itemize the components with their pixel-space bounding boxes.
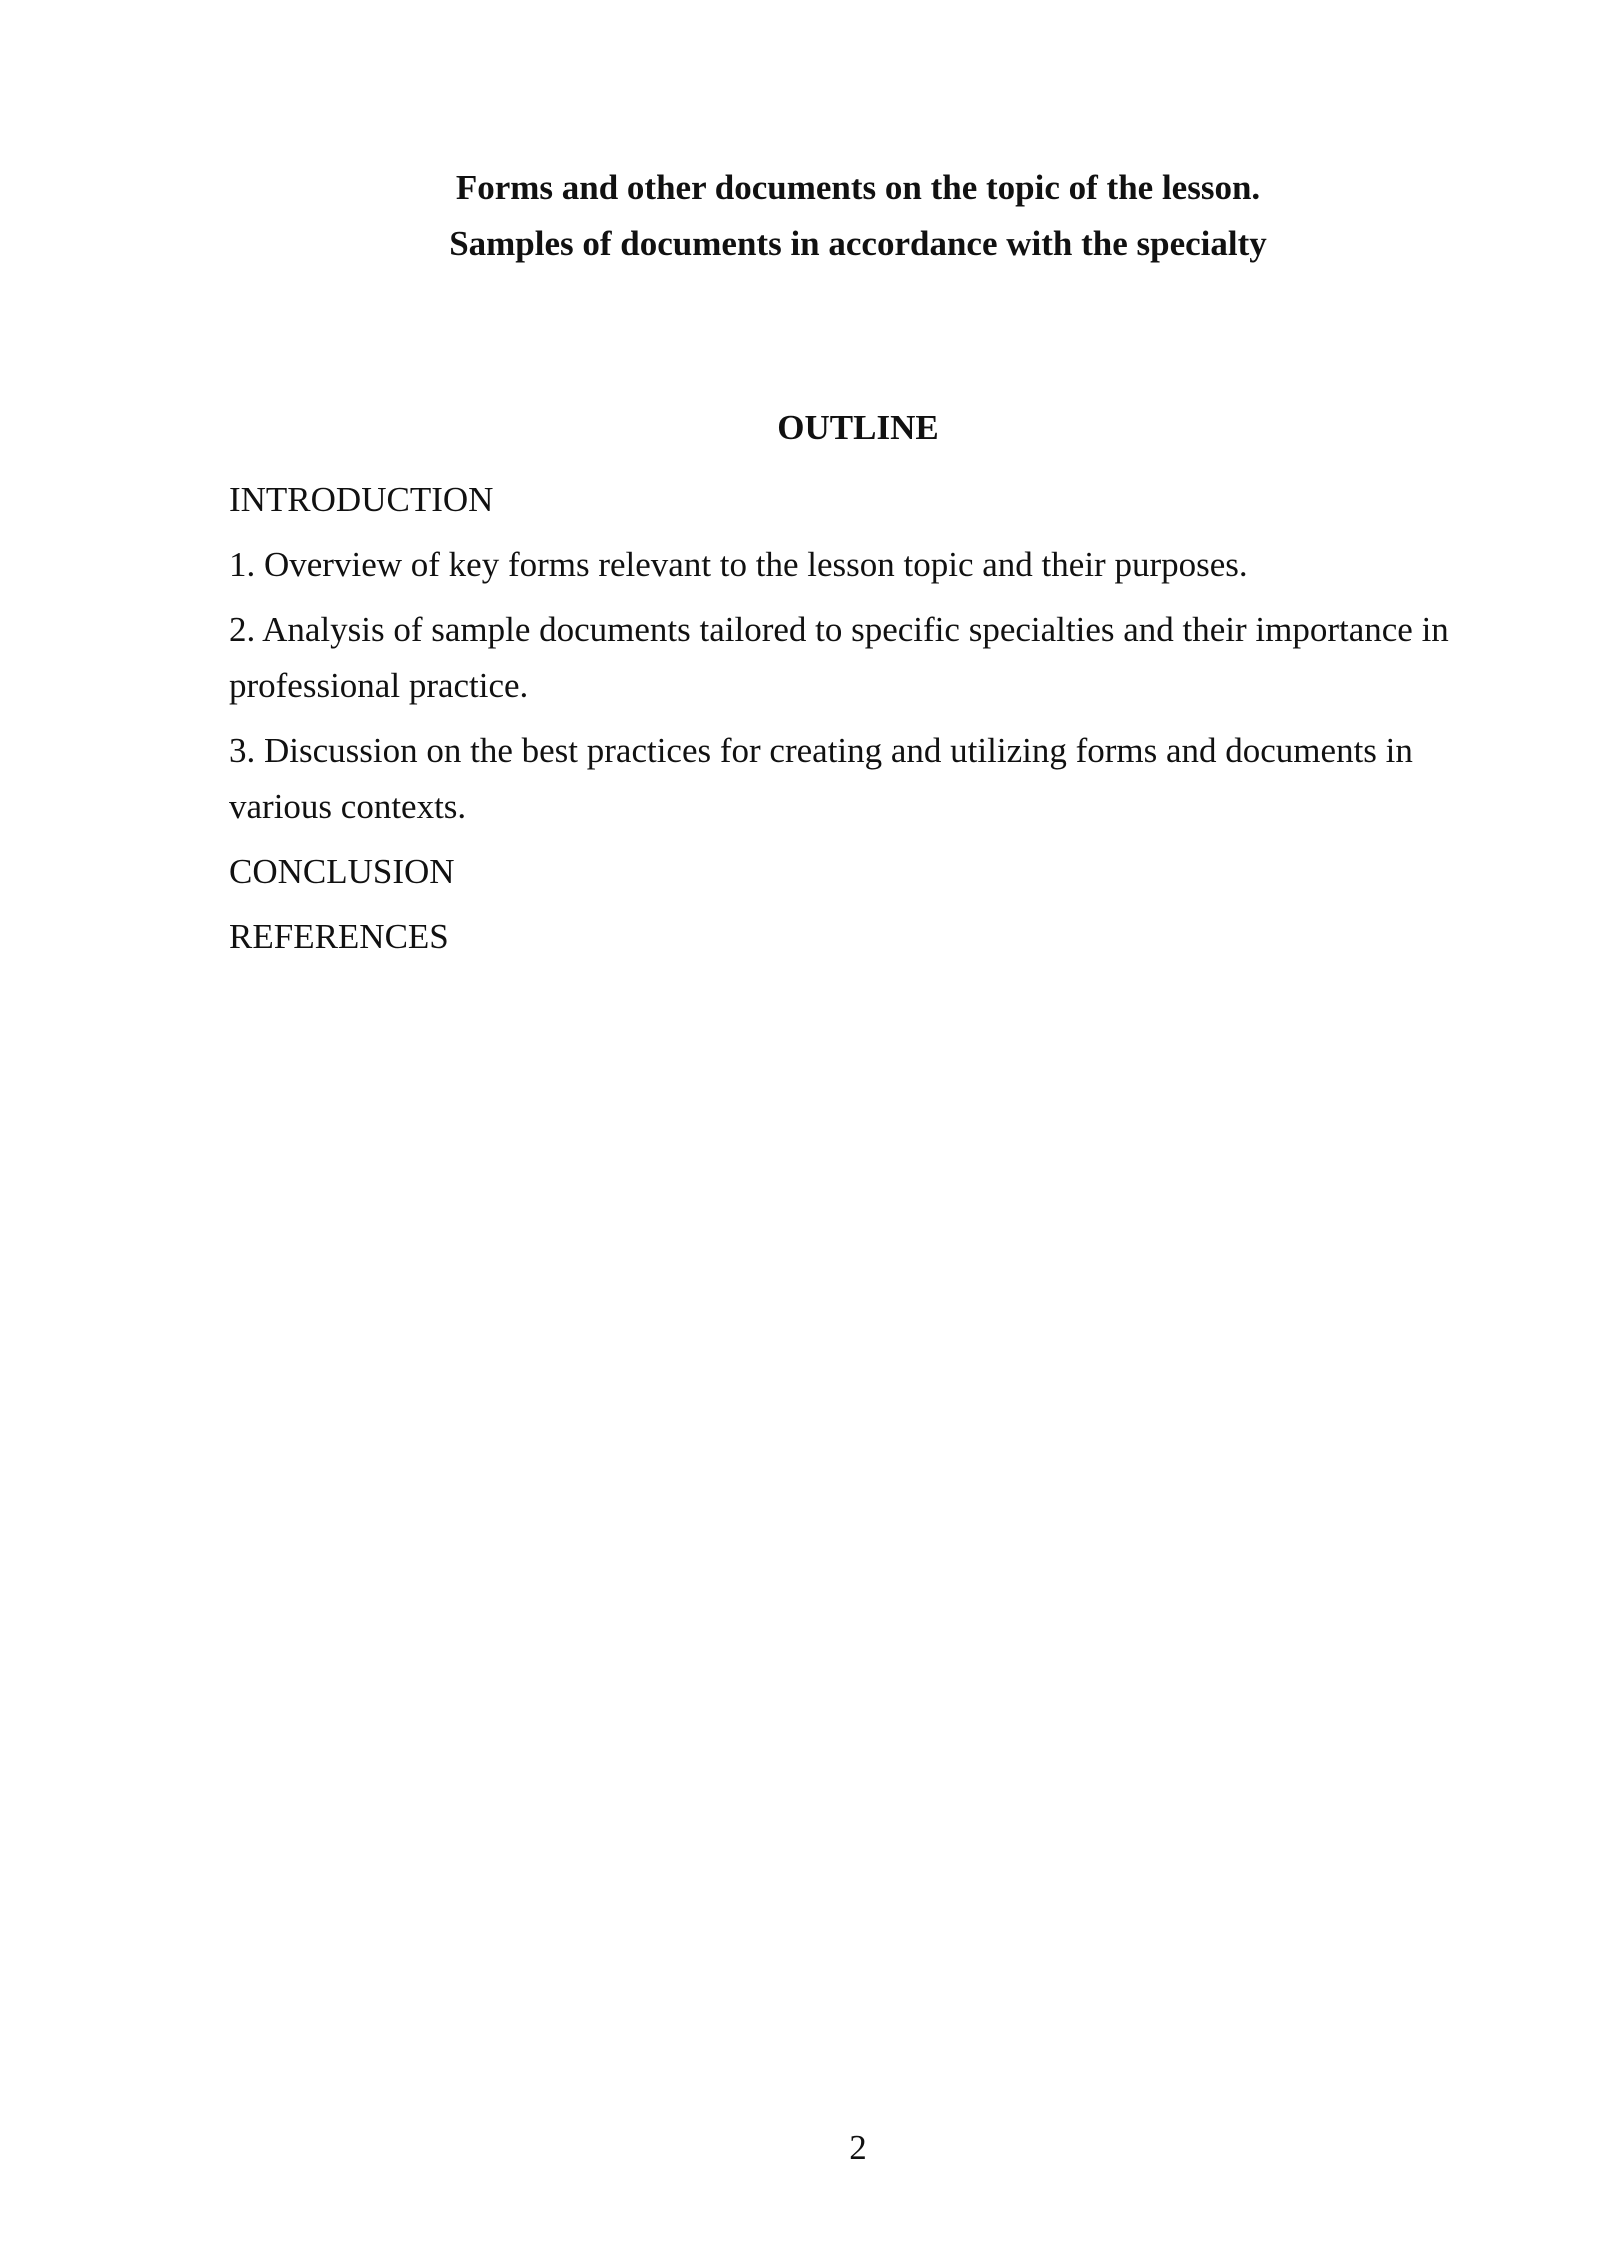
- outline-item-3: 3. Discussion on the best practices for creating and utilizing forms and documents in various contexts.: [229, 731, 1413, 826]
- outline-heading: OUTLINE: [777, 408, 939, 447]
- outline-item-1: 1. Overview of key forms relevant to the lesson topic and their purposes.: [229, 545, 1248, 584]
- page-number: 2: [849, 2128, 867, 2167]
- outline-item-2: 2. Analysis of sample documents tailored to specific specialties and their importance in professional practice.: [229, 610, 1449, 705]
- outline-list: [229, 472, 1487, 974]
- outline-item-references: REFERENCES: [229, 917, 449, 956]
- outline-item-introduction: INTRODUCTION: [229, 480, 494, 519]
- title-line-1: Forms and other documents on the topic of the lesson.: [455, 168, 1261, 207]
- document-title: [229, 160, 1487, 272]
- title-line-2: Samples of documents in accordance with the specialty: [449, 224, 1267, 263]
- outline-item-conclusion: CONCLUSION: [229, 852, 455, 891]
